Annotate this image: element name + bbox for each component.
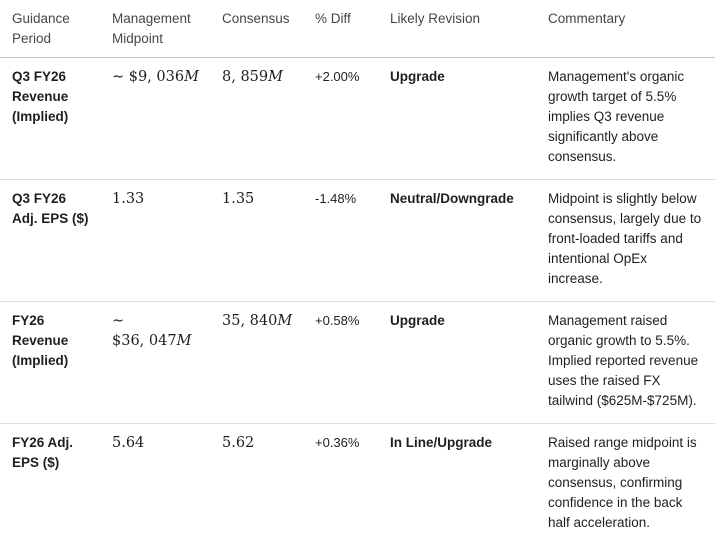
consensus-value: 8, 859 — [222, 69, 269, 85]
cell-percent-diff: +0.36% — [315, 435, 360, 450]
cell-percent-diff: -1.48% — [303, 180, 378, 302]
table-header-row — [0, 0, 715, 58]
cell-guidance-period: FY26 Adj. EPS ($) — [12, 435, 74, 470]
cell-percent-diff: +0.58% — [303, 302, 378, 424]
cell-consensus — [210, 180, 303, 302]
table-row — [0, 58, 715, 180]
header-management-midpoint: Management Midpoint — [100, 0, 210, 58]
cell-management-midpoint — [100, 424, 210, 546]
cell-likely-revision: Neutral/Downgrade — [378, 180, 536, 302]
table-row — [0, 302, 715, 424]
consensus-value: 5.62 — [222, 435, 255, 451]
midpoint-prefix: ∼ — [112, 313, 125, 329]
cell-percent-diff: +2.00% — [303, 58, 378, 180]
cell-commentary: Midpoint is slightly below consensus, largely due to front-loaded tariffs and intentional OpEx increase. — [536, 180, 715, 302]
midpoint-value: $36, 047 — [112, 333, 177, 349]
header-guidance-period: Guidance Period — [0, 0, 100, 58]
consensus-unit: M — [277, 313, 293, 329]
midpoint-prefix: ∼ $ — [112, 69, 138, 85]
cell-consensus — [210, 424, 303, 546]
midpoint-value: 1.33 — [112, 191, 145, 207]
header-consensus: Consensus — [210, 0, 303, 58]
cell-management-midpoint — [100, 180, 210, 302]
cell-guidance-period: Q3 FY26 Revenue (Implied) — [0, 58, 100, 180]
header-percent-diff: % Diff — [303, 0, 378, 58]
cell-commentary: Management's organic growth target of 5.5% implies Q3 revenue significantly above consensus. — [536, 58, 715, 180]
midpoint-value: 9, 036 — [137, 69, 185, 85]
cell-likely-revision: Upgrade — [378, 58, 536, 180]
table-row — [0, 180, 715, 302]
cell-guidance-period: FY26 Revenue (Implied) — [0, 302, 100, 424]
consensus-value: 1.35 — [222, 191, 255, 207]
header-likely-revision: Likely Revision — [378, 0, 536, 58]
cell-consensus — [210, 58, 303, 180]
cell-guidance-period: Q3 FY26 Adj. EPS ($) — [0, 180, 100, 302]
midpoint-unit: M — [184, 69, 199, 85]
cell-likely-revision: Upgrade — [378, 302, 536, 424]
cell-commentary: Management raised organic growth to 5.5%. Implied reported revenue uses the raised FX tailwind ($625M-$725M). — [536, 302, 715, 424]
midpoint-value: 5.64 — [112, 435, 145, 451]
cell-management-midpoint — [100, 302, 210, 424]
table-row — [0, 424, 715, 546]
cell-consensus — [210, 302, 303, 424]
midpoint-unit: M — [176, 333, 192, 349]
header-commentary: Commentary — [536, 0, 715, 58]
cell-commentary: Raised range midpoint is marginally above consensus, confirming confidence in the back half acceleration. — [548, 435, 697, 530]
consensus-value: 35, 840 — [222, 313, 278, 329]
cell-likely-revision: In Line/Upgrade — [390, 435, 493, 450]
consensus-unit: M — [268, 69, 283, 85]
cell-management-midpoint — [100, 58, 210, 180]
